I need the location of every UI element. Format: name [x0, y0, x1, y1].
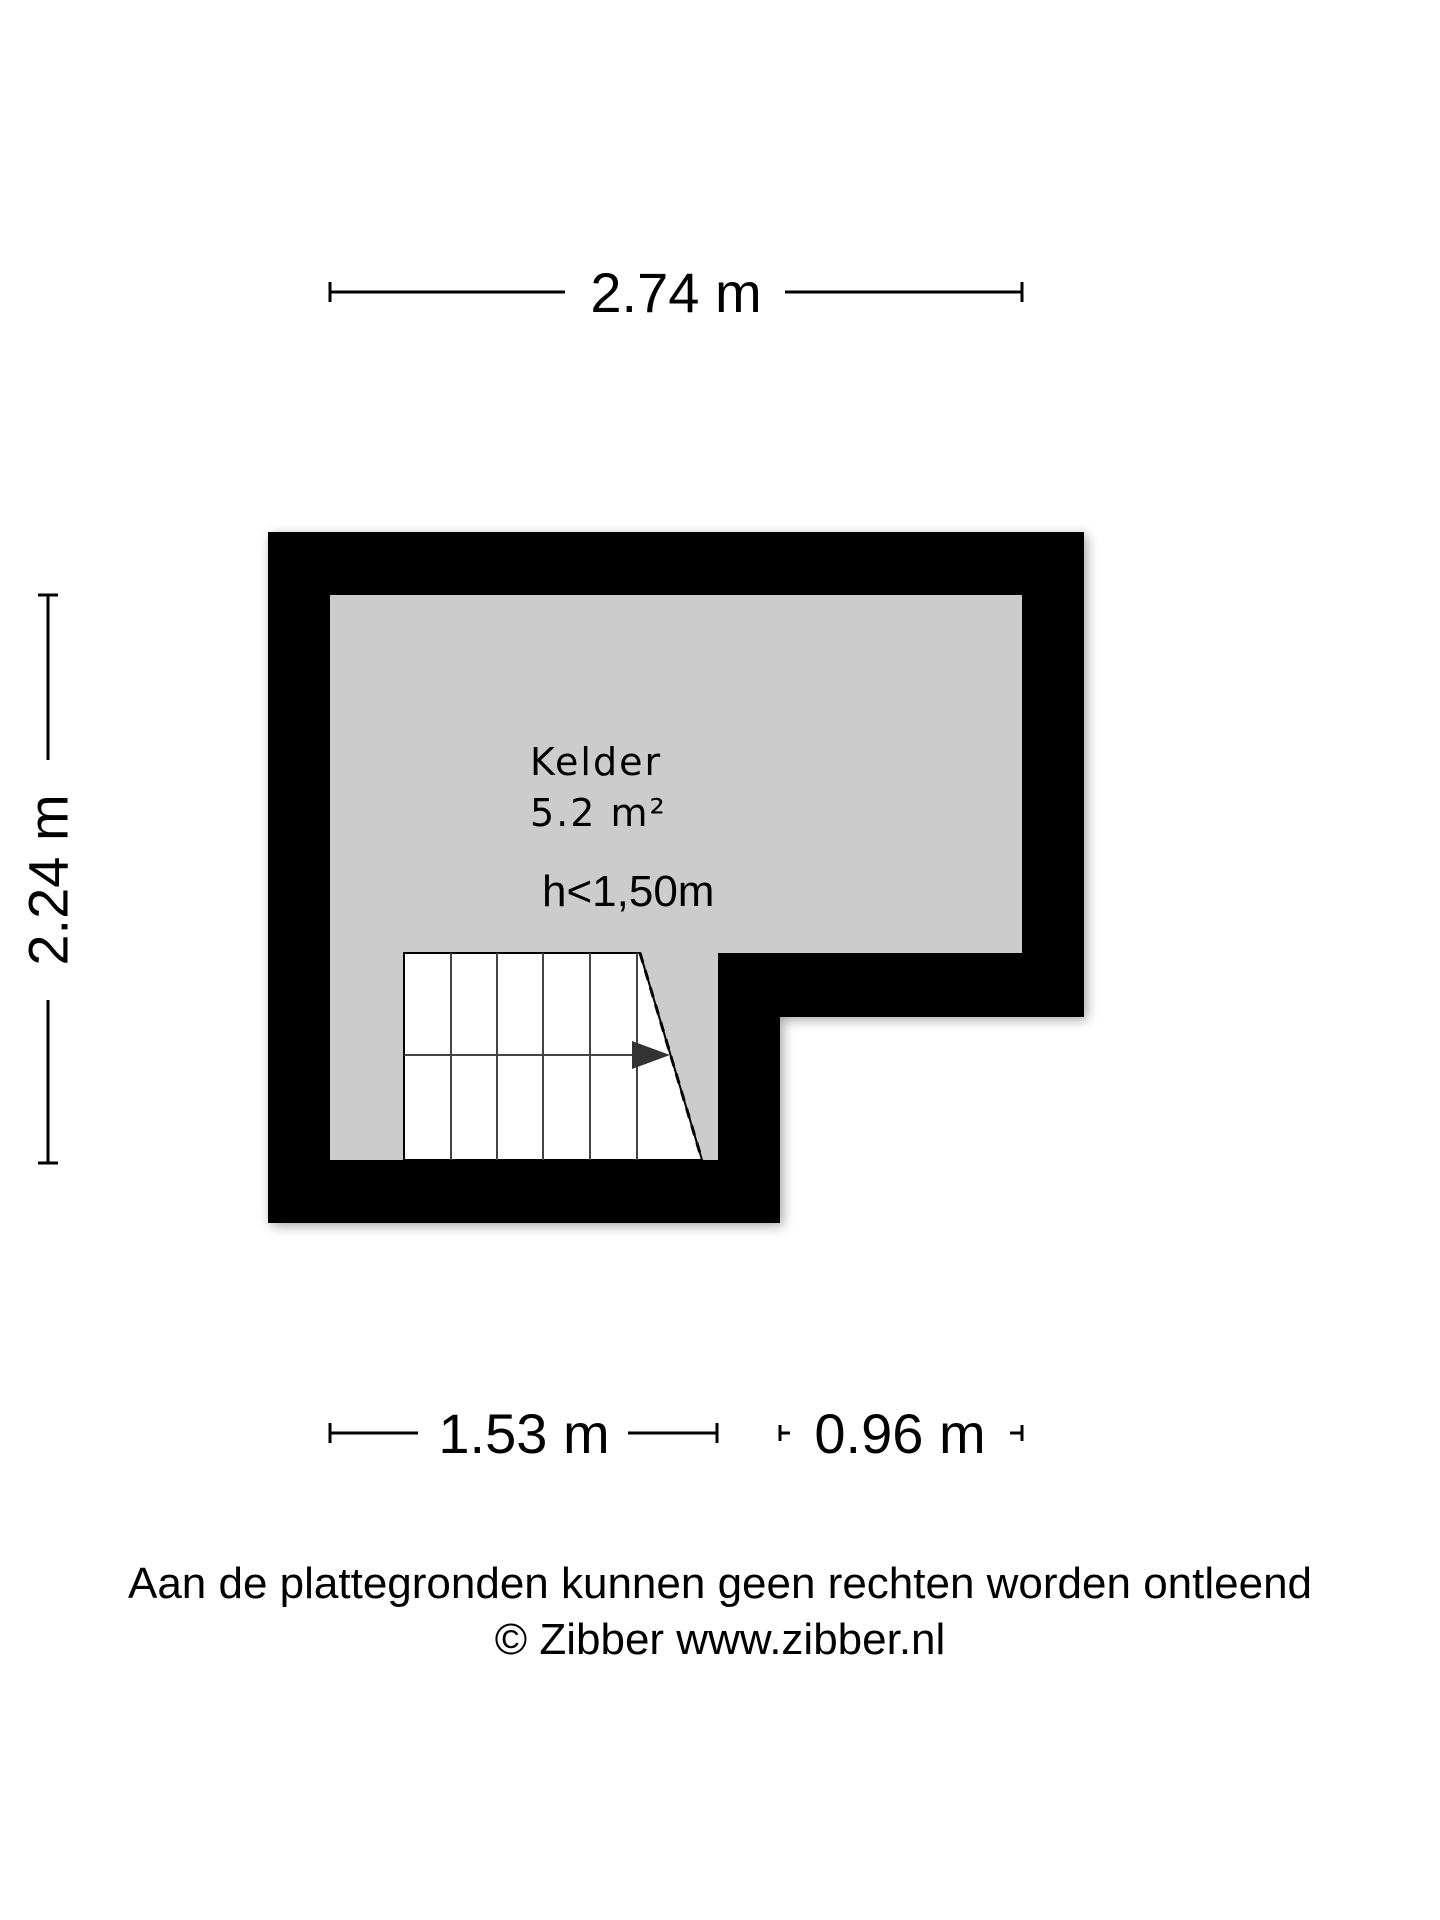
- dimension-bottom-right-label: 0.96 m: [814, 1402, 986, 1465]
- copyright-text: © Zibber www.zibber.nl: [494, 1615, 946, 1664]
- room-area: 5.2 m²: [530, 791, 667, 835]
- room-height-note: h<1,50m: [542, 867, 715, 916]
- dimension-top-label: 2.74 m: [590, 261, 762, 324]
- dimension-left-label: 2.24 m: [16, 794, 80, 966]
- dimension-bottom-left: [330, 1402, 717, 1465]
- disclaimer-text: Aan de plattegronden kunnen geen rechten worden ontleend: [127, 1559, 1313, 1608]
- dimension-left: [17, 595, 80, 1163]
- dimension-bottom-left-label: 1.53 m: [438, 1402, 610, 1465]
- dimension-bottom-right: [780, 1402, 1022, 1465]
- room-name: Kelder: [530, 740, 663, 784]
- dimension-top: [330, 261, 1022, 324]
